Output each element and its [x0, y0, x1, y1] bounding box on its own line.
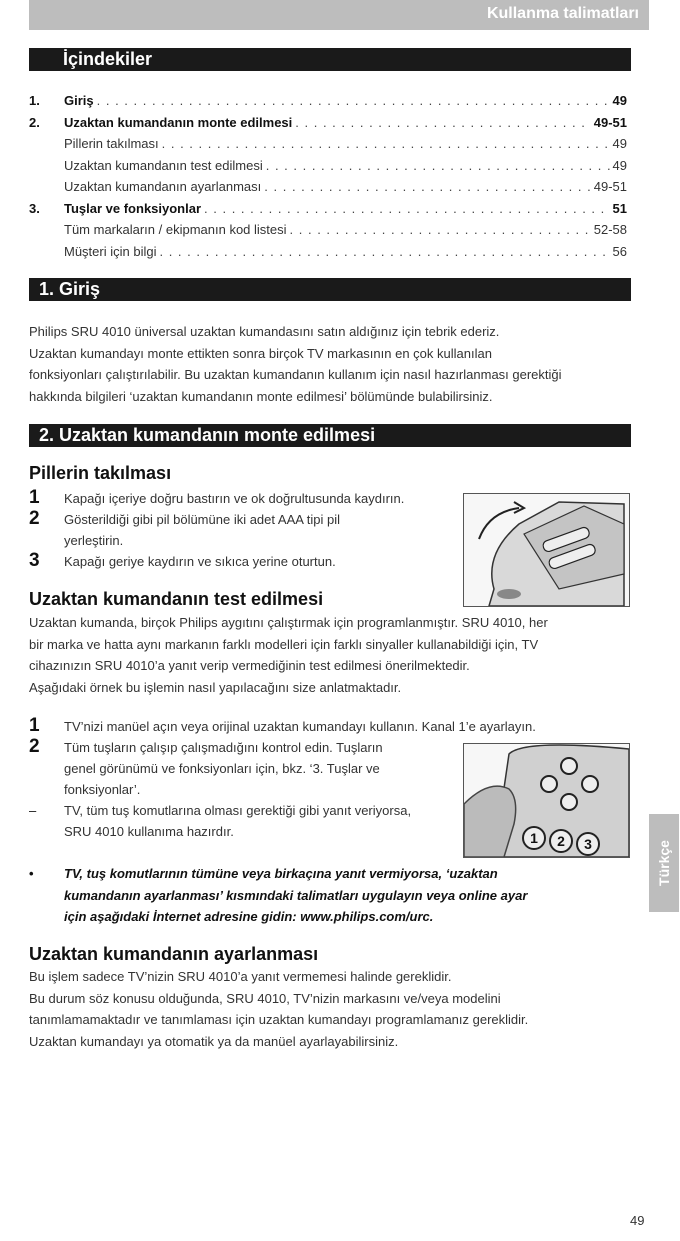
toc-heading-bar [29, 48, 631, 71]
toc-number: 1. [29, 93, 40, 108]
step-text: Tüm tuşların çalışıp çalışmadığını kontrol edin. Tuşların [64, 740, 383, 755]
toc-leader [266, 158, 610, 173]
note-line: TV, tuş komutlarının tümüne veya birkaçına yanıt vermiyorsa, ‘uzaktan [64, 866, 498, 881]
step-number: 2 [29, 508, 40, 529]
toc-page: 49 [612, 136, 627, 151]
toc-number: 3. [29, 200, 40, 216]
test-line: Aşağıdaki örnek bu işlemin nasıl yapılacağını size anlatmaktadır. [29, 679, 402, 695]
toc-row [29, 158, 627, 180]
toc-row [29, 136, 627, 158]
page-number: 49 [630, 1213, 645, 1228]
step-number: 1 [29, 487, 40, 508]
toc-page: 49 [612, 157, 627, 173]
setup-line: Bu işlem sadece TV’nizin SRU 4010’a yanıt vermemesi halinde gereklidir. [29, 969, 452, 984]
key-label: 1 [530, 830, 538, 846]
toc-leader [159, 244, 609, 259]
test-paragraph [29, 612, 629, 698]
intro-paragraph [29, 321, 629, 407]
section-1-heading: 1. Giriş [39, 279, 101, 299]
step-text: fonksiyonlar’. [64, 782, 141, 797]
toc-row [29, 222, 627, 244]
toc-leader [204, 201, 610, 216]
dash-marker: – [29, 803, 37, 818]
battery-illustration [463, 493, 630, 607]
toc-label: Pillerin takılması [64, 136, 159, 151]
test-line: Uzaktan kumanda, birçok Philips aygıtını çalıştırmak için programlanmıştır. SRU 4010, her [29, 615, 548, 630]
setup-line: Uzaktan kumandayı ya otomatik ya da manüel ayarlayabilirsiniz. [29, 1033, 399, 1049]
toc-leader [97, 93, 610, 108]
toc-page: 51 [612, 200, 627, 216]
key-label: 3 [584, 836, 592, 852]
step-text: TV’nizi manüel açın veya orijinal uzaktan kumandayı kullanın. Kanal 1’e ayarlayın. [64, 719, 536, 734]
batteries-heading: Pillerin takılması [29, 463, 172, 483]
table-of-contents [29, 93, 627, 265]
note-bullet [29, 863, 624, 928]
toc-number: 2. [29, 114, 40, 130]
toc-leader [264, 179, 590, 194]
intro-line: Uzaktan kumandayı monte ettikten sonra birçok TV markasının en çok kullanılan [29, 345, 492, 361]
toc-label: Tuşlar ve fonksiyonlar [64, 200, 202, 216]
toc-row [29, 244, 627, 266]
remote-battery-icon [464, 494, 629, 606]
step-number: 1 [29, 715, 40, 736]
toc-leader [162, 136, 610, 151]
step-text: genel görünümü ve fonksiyonları için, bkz. ‘3. Tuşlar ve [64, 761, 380, 776]
toc-label: Uzaktan kumandanın monte edilmesi [64, 114, 293, 130]
remote-hand-icon [464, 744, 629, 857]
step-number: 3 [29, 550, 40, 571]
test-line: bir marka ve hatta aynı markanın farklı modelleri için farklı sinyaller kullanabildiği için, TV [29, 636, 539, 652]
toc-leader [290, 222, 591, 237]
language-label: Türkçe [656, 840, 672, 886]
step-text: Kapağı geriye kaydırın ve sıkıca yerine oturtun. [64, 554, 336, 569]
toc-heading: İçindekiler [63, 49, 153, 69]
toc-page: 49-51 [593, 179, 627, 194]
toc-label: Giriş [64, 93, 94, 108]
toc-row [29, 115, 627, 137]
section-2-bar [29, 424, 631, 447]
intro-line: Philips SRU 4010 üniversal uzaktan kumandasını satın aldığınız için tebrik ederiz. [29, 324, 500, 339]
toc-page: 49 [612, 93, 627, 108]
step-text: yerleştirin. [64, 533, 124, 548]
test-heading: Uzaktan kumandanın test edilmesi [29, 589, 324, 609]
toc-leader [295, 115, 590, 130]
toc-page: 52-58 [593, 222, 627, 237]
toc-row [29, 179, 627, 201]
section-1-bar [29, 278, 631, 301]
intro-line: hakkında bilgileri ‘uzaktan kumandanın monte edilmesi’ bölümünde bulabilirsiniz. [29, 388, 493, 404]
toc-page: 56 [612, 243, 627, 259]
header-bar [29, 0, 649, 30]
remote-keys-illustration [463, 743, 630, 858]
setup-line: Bu durum söz konusu olduğunda, SRU 4010, TV’nizin markasını ve/veya modelini [29, 990, 501, 1006]
intro-line: fonksiyonları çalıştırılabilir. Bu uzaktan kumandanın kullanım için nasıl hazırlanması gerektiği [29, 367, 562, 382]
step-number: 2 [29, 736, 40, 757]
manual-title: Kullanma talimatları [486, 5, 639, 22]
toc-row [29, 93, 627, 115]
step-text: Kapağı içeriye doğru bastırın ve ok doğrultusunda kaydırın. [64, 491, 405, 506]
setup-heading: Uzaktan kumandanın ayarlanması [29, 944, 319, 964]
setup-line: tanımlamamaktadır ve tanımlaması için uzaktan kumandayı programlamanız gereklidir. [29, 1012, 529, 1027]
toc-label: Uzaktan kumandanın test edilmesi [64, 157, 263, 173]
language-tab [649, 814, 679, 912]
toc-label: Tüm markaların / ekipmanın kod listesi [64, 222, 287, 237]
toc-label: Uzaktan kumandanın ayarlanması [64, 179, 262, 194]
key-label: 2 [557, 833, 565, 849]
bullet-marker: • [29, 866, 34, 881]
step-text: TV, tüm tuş komutlarına olması gerektiği gibi yanıt veriyorsa, [64, 803, 412, 818]
setup-paragraph [29, 966, 629, 1052]
note-line: kumandanın ayarlanması’ kısmındaki talimatları uygulayın veya online ayar [64, 887, 528, 903]
note-line: için aşağıdaki İnternet adresine gidin: www.philips.com/urc. [64, 909, 434, 924]
section-2-heading: 2. Uzaktan kumandanın monte edilmesi [39, 425, 376, 445]
toc-label: Müşteri için bilgi [64, 243, 157, 259]
step-text: Gösterildiği gibi pil bölümüne iki adet AAA tipi pil [64, 512, 341, 527]
test-line: cihazınızın SRU 4010’a yanıt verip vermediğinin test edilmesi önerilmektedir. [29, 658, 470, 673]
toc-page: 49-51 [593, 114, 627, 130]
step-text: SRU 4010 kullanıma hazırdır. [64, 824, 234, 839]
toc-row [29, 201, 627, 223]
